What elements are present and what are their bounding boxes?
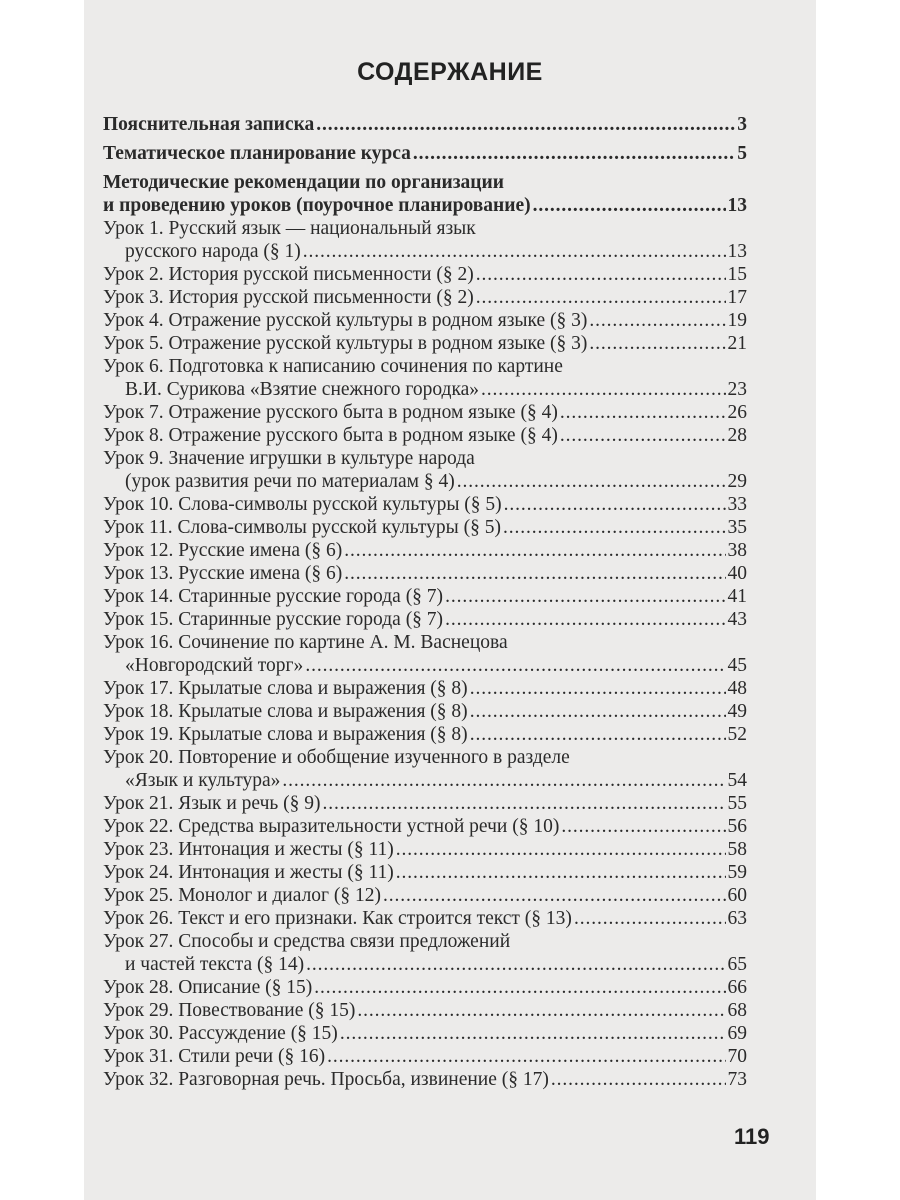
toc-line: [103, 143, 747, 166]
toc-entry: [103, 632, 747, 678]
toc-entry-title: Урок 16. Сочинение по картине А. М. Васнецова: [103, 632, 508, 653]
dot-leader: [457, 471, 726, 493]
dot-leader: [413, 143, 735, 165]
toc-line: [103, 586, 747, 609]
toc-entry-page: 54: [727, 770, 747, 791]
toc-entry-page: 55: [727, 793, 747, 814]
toc-entry-page: 65: [727, 954, 747, 975]
toc-line: [103, 287, 747, 310]
toc-entry-title: Урок 4. Отражение русской культуры в родном языке (§ 3): [103, 310, 588, 331]
toc-line: [103, 655, 747, 678]
toc-line: [103, 448, 747, 471]
toc-entry-title: Урок 29. Повествование (§ 15): [103, 1000, 356, 1021]
toc-entry-page: 19: [727, 310, 747, 331]
toc-entry: [103, 356, 747, 402]
toc-line: [103, 379, 747, 402]
toc-entry-title: и частей текста (§ 14): [125, 954, 305, 975]
toc-line: [103, 954, 747, 977]
toc-entry-title: Урок 23. Интонация и жесты (§ 11): [103, 839, 394, 860]
toc-entry-title: Урок 19. Крылатые слова и выражения (§ 8): [103, 724, 468, 745]
toc-entry: [103, 563, 747, 586]
toc-line: [103, 862, 747, 885]
toc-line: [103, 1069, 747, 1092]
toc-entry-title: русского народа (§ 1): [125, 241, 301, 262]
toc-entry-title: В.И. Сурикова «Взятие снежного городка»: [125, 379, 480, 400]
toc-entry-page: 17: [727, 287, 747, 308]
dot-leader: [476, 287, 726, 309]
toc-entry-page: 28: [727, 425, 747, 446]
toc-line: [103, 747, 747, 770]
toc-line: [103, 1023, 747, 1046]
toc-entry-page: 63: [727, 908, 747, 929]
toc-entry-title: Урок 32. Разговорная речь. Просьба, извинение (§ 17): [103, 1069, 549, 1090]
dot-leader: [503, 517, 726, 539]
toc-entry-page: 68: [727, 1000, 747, 1021]
toc-entry: [103, 1046, 747, 1069]
toc-entry-title: Урок 1. Русский язык — национальный язык: [103, 218, 476, 239]
dot-leader: [344, 563, 725, 585]
toc-entry-title: Урок 8. Отражение русского быта в родном языке (§ 4): [103, 425, 558, 446]
dot-leader: [476, 264, 726, 286]
toc-line: [103, 885, 747, 908]
dot-leader: [327, 1046, 725, 1068]
toc-entry: [103, 586, 747, 609]
toc-entry-page: 29: [727, 471, 747, 492]
toc-entry-title: Пояснительная записка: [103, 114, 315, 135]
toc-entry-page: 48: [727, 678, 747, 699]
toc-line: [103, 609, 747, 632]
toc-line: [103, 770, 747, 793]
toc-line: [103, 678, 747, 701]
toc-entry-title: Урок 31. Стили речи (§ 16): [103, 1046, 326, 1067]
toc-line: [103, 701, 747, 724]
dot-leader: [383, 885, 725, 907]
toc-entry-title: и проведению уроков (поурочное планирование): [103, 195, 531, 216]
toc-line: [103, 839, 747, 862]
toc-entry-page: 5: [737, 143, 747, 164]
toc-entry: [103, 310, 747, 333]
toc-entry: [103, 172, 747, 218]
toc-line: [103, 1046, 747, 1069]
toc-entry-title: Урок 9. Значение игрушки в культуре народа: [103, 448, 475, 469]
toc-entry-page: 21: [727, 333, 747, 354]
toc-entry: [103, 540, 747, 563]
toc-entry: [103, 747, 747, 793]
toc-entry: [103, 862, 747, 885]
toc-line: [103, 114, 747, 137]
dot-leader: [589, 310, 725, 332]
toc-entry-title: Урок 10. Слова-символы русской культуры (§ 5): [103, 494, 502, 515]
toc-entry-page: 40: [727, 563, 747, 584]
toc-line: [103, 908, 747, 931]
toc-entry: [103, 609, 747, 632]
toc-entry-title: Урок 28. Описание (§ 15): [103, 977, 313, 998]
dot-leader: [344, 540, 725, 562]
page-title: СОДЕРЖАНИЕ: [357, 58, 543, 86]
toc-entry: [103, 448, 747, 494]
toc-entry-title: Методические рекомендации по организации: [103, 172, 505, 193]
toc-entry: [103, 218, 747, 264]
toc-entry-page: 52: [727, 724, 747, 745]
toc-entry-title: Урок 2. История русской письменности (§ 2): [103, 264, 474, 285]
toc-entry-page: 45: [727, 655, 747, 676]
toc-entry-page: 59: [727, 862, 747, 883]
toc-line: [103, 333, 747, 356]
toc-entry-title: Урок 15. Старинные русские города (§ 7): [103, 609, 444, 630]
dot-leader: [323, 793, 726, 815]
toc-entry: [103, 494, 747, 517]
toc-entry-title: «Язык и культура»: [125, 770, 281, 791]
toc-entry: [103, 333, 747, 356]
dot-leader: [282, 770, 725, 792]
toc-entry-page: 70: [727, 1046, 747, 1067]
toc-entry-title: Урок 14. Старинные русские города (§ 7): [103, 586, 444, 607]
toc-line: [103, 310, 747, 333]
dot-leader: [574, 908, 726, 930]
toc-entry-page: 38: [727, 540, 747, 561]
toc-line: [103, 517, 747, 540]
toc-entry-title: Урок 26. Текст и его признаки. Как строится текст (§ 13): [103, 908, 572, 929]
toc-entry-title: Урок 22. Средства выразительности устной речи (§ 10): [103, 816, 560, 837]
toc-entry-title: «Новгородский торг»: [125, 655, 304, 676]
toc-line: [103, 632, 747, 655]
dot-leader: [357, 1000, 725, 1022]
toc-line: [103, 264, 747, 287]
toc-line: [103, 1000, 747, 1023]
toc-line: [103, 494, 747, 517]
toc-entry-title: Урок 27. Способы и средства связи предложений: [103, 931, 511, 952]
toc-entry-title: (урок развития речи по материалам § 4): [125, 471, 455, 492]
toc-line: [103, 241, 747, 264]
toc-entry-page: 23: [727, 379, 747, 400]
toc-line: [103, 471, 747, 494]
toc-line: [103, 540, 747, 563]
toc-entry-page: 73: [727, 1069, 747, 1090]
dot-leader: [303, 241, 726, 263]
toc-entry: [103, 114, 747, 137]
dot-leader: [470, 678, 726, 700]
toc-entry: [103, 885, 747, 908]
toc-entry: [103, 264, 747, 287]
toc-line: [103, 172, 747, 195]
toc-entry-title: Урок 25. Монолог и диалог (§ 12): [103, 885, 382, 906]
toc-entry: [103, 517, 747, 540]
toc-entry: [103, 839, 747, 862]
toc-entry-title: Тематическое планирование курса: [103, 143, 411, 164]
toc-entry-page: 26: [727, 402, 747, 423]
toc-line: [103, 195, 747, 218]
toc-entry: [103, 425, 747, 448]
toc-entry-page: 3: [737, 114, 747, 135]
toc-entry: [103, 1023, 747, 1046]
toc-entry-title: Урок 11. Слова-символы русской культуры (§ 5): [103, 517, 501, 538]
dot-leader: [589, 333, 725, 355]
toc-entry: [103, 701, 747, 724]
toc-line: [103, 816, 747, 839]
toc-entry-page: 56: [727, 816, 747, 837]
toc-entry-title: Урок 30. Рассуждение (§ 15): [103, 1023, 338, 1044]
toc-line: [103, 724, 747, 747]
dot-leader: [445, 609, 725, 631]
toc-line: [103, 977, 747, 1000]
toc-entry-title: Урок 3. История русской письменности (§ 2): [103, 287, 474, 308]
dot-leader: [560, 402, 726, 424]
toc-entry-title: Урок 17. Крылатые слова и выражения (§ 8): [103, 678, 468, 699]
toc-entry-title: Урок 20. Повторение и обобщение изученного в разделе: [103, 747, 570, 768]
dot-leader: [305, 655, 725, 677]
toc-entry-page: 69: [727, 1023, 747, 1044]
dot-leader: [340, 1023, 726, 1045]
toc-entry: [103, 287, 747, 310]
toc-line: [103, 356, 747, 379]
toc-entry: [103, 908, 747, 931]
dot-leader: [560, 425, 726, 447]
dot-leader: [561, 816, 725, 838]
toc-line: [103, 218, 747, 241]
dot-leader: [445, 586, 725, 608]
toc-entry: [103, 1000, 747, 1023]
toc-entry: [103, 1069, 747, 1092]
toc-line: [103, 793, 747, 816]
toc-entry-page: 58: [727, 839, 747, 860]
toc-entry-title: Урок 24. Интонация и жесты (§ 11): [103, 862, 394, 883]
toc-entry-title: Урок 18. Крылатые слова и выражения (§ 8): [103, 701, 468, 722]
dot-leader: [316, 114, 735, 136]
toc-entry: [103, 977, 747, 1000]
toc-entry-page: 66: [727, 977, 747, 998]
toc-entry-page: 41: [727, 586, 747, 607]
dot-leader: [551, 1069, 726, 1091]
toc-entry-page: 35: [727, 517, 747, 538]
dot-leader: [396, 839, 726, 861]
toc-entry-page: 60: [727, 885, 747, 906]
toc-line: [103, 931, 747, 954]
toc-line: [103, 402, 747, 425]
toc-entry-title: Урок 6. Подготовка к написанию сочинения по картине: [103, 356, 563, 377]
toc-entry: [103, 724, 747, 747]
toc-entry: [103, 678, 747, 701]
toc-line: [103, 563, 747, 586]
toc-entry-title: Урок 21. Язык и речь (§ 9): [103, 793, 321, 814]
toc-entry: [103, 143, 747, 166]
dot-leader: [314, 977, 725, 999]
dot-leader: [470, 701, 726, 723]
toc-entry-title: Урок 5. Отражение русской культуры в родном языке (§ 3): [103, 333, 588, 354]
toc-entry: [103, 816, 747, 839]
toc-entry-title: Урок 13. Русские имена (§ 6): [103, 563, 343, 584]
dot-leader: [533, 195, 726, 217]
toc-entry: [103, 793, 747, 816]
table-of-contents: [103, 114, 747, 1092]
toc-entry-page: 49: [727, 701, 747, 722]
dot-leader: [470, 724, 726, 746]
page-number: 119: [734, 1124, 770, 1149]
toc-entry: [103, 402, 747, 425]
book-page: [84, 0, 816, 1200]
toc-entry-title: Урок 7. Отражение русского быта в родном языке (§ 4): [103, 402, 558, 423]
toc-entry-page: 13: [727, 195, 747, 216]
toc-entry: [103, 931, 747, 977]
toc-entry-page: 33: [727, 494, 747, 515]
toc-entry-page: 13: [727, 241, 747, 262]
toc-entry-page: 43: [727, 609, 747, 630]
dot-leader: [504, 494, 726, 516]
toc-entry-page: 15: [727, 264, 747, 285]
toc-entry-title: Урок 12. Русские имена (§ 6): [103, 540, 343, 561]
toc-line: [103, 425, 747, 448]
dot-leader: [481, 379, 725, 401]
dot-leader: [396, 862, 726, 884]
dot-leader: [306, 954, 725, 976]
